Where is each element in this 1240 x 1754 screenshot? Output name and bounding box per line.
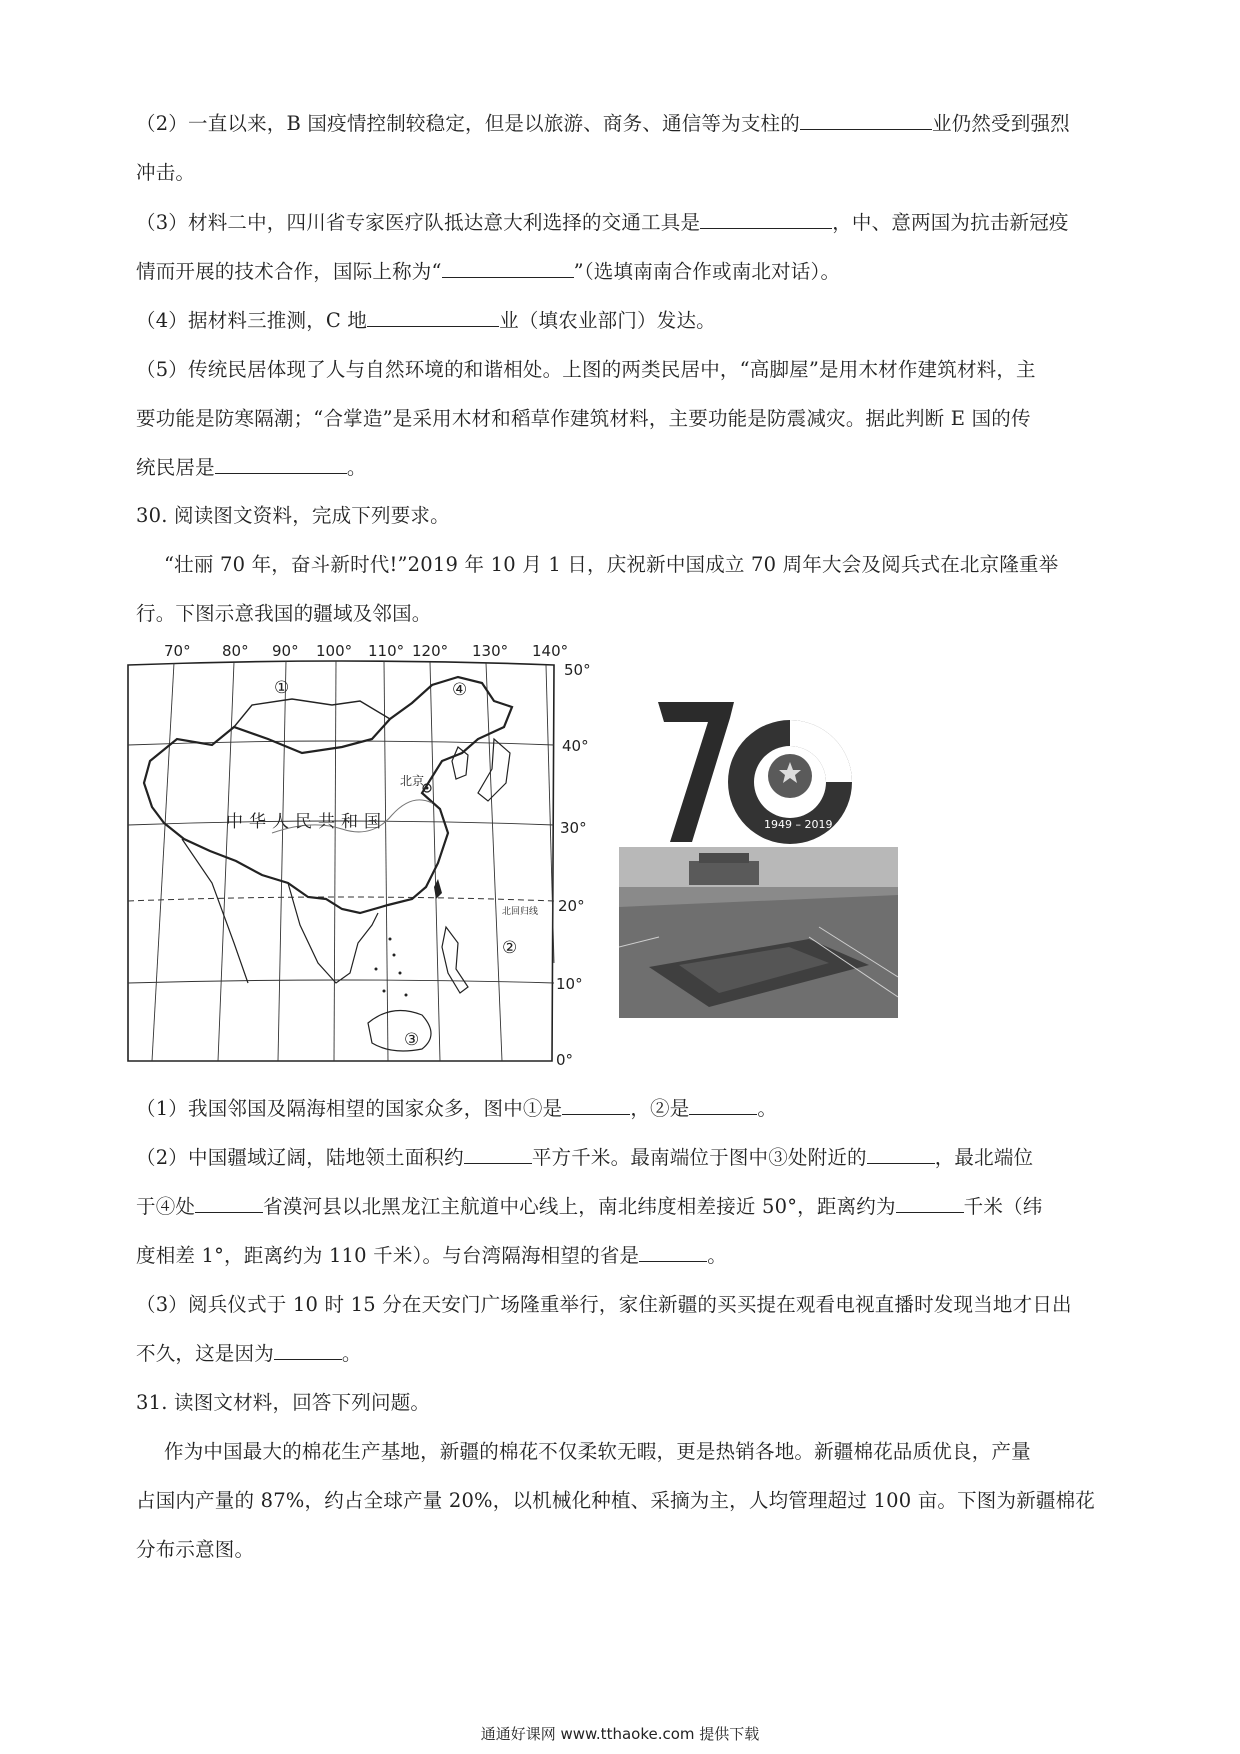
latitude-labels xyxy=(556,661,591,1069)
tiananmen-gate-shape xyxy=(689,861,759,885)
lon-label-120: 120° xyxy=(412,643,449,660)
answer-blank[interactable] xyxy=(867,1145,935,1164)
lon-label-130: 130° xyxy=(472,643,509,660)
india-outline xyxy=(182,839,248,983)
q30-intro-line2: 行。下图示意我国的疆域及邻国。 xyxy=(136,602,432,625)
answer-blank[interactable] xyxy=(639,1243,707,1262)
anniversary-70-logo xyxy=(652,692,862,852)
china-label: 中华人民共和国 xyxy=(226,812,387,832)
q31-para-line1: 作为中国最大的棉花生产基地，新疆的棉花不仅柔软无暇，更是热销各地。新疆棉花品质优良，产量 xyxy=(164,1440,1031,1463)
parade-photo xyxy=(619,847,898,1018)
lon-label-70: 70° xyxy=(164,643,191,660)
q29-part4: （4）据材料三推测，C 地 业（填农业部门）发达。 xyxy=(136,309,716,332)
mongolia-border xyxy=(234,699,390,727)
q29-part3-line1: （3）材料二中，四川省专家医疗队抵达意大利选择的交通工具是 ，中、意两国为抗击新冠疫 xyxy=(136,211,1069,234)
korea-outline xyxy=(452,747,468,779)
borneo-outline xyxy=(368,1011,431,1052)
marker-1: ① xyxy=(274,678,290,698)
lon-label-80: 80° xyxy=(222,643,249,660)
philippines-outline xyxy=(442,927,468,993)
tropic-label: 北回归线 xyxy=(502,907,539,917)
answer-blank[interactable] xyxy=(215,455,347,474)
q29-part3-line2: 情而开展的技术合作，国际上称为“ ”（选填南南合作或南北对话）。 xyxy=(136,260,841,283)
china-outline xyxy=(144,677,512,913)
japan-outline xyxy=(478,739,510,801)
q31-title: 31. 读图文材料，回答下列问题。 xyxy=(136,1391,431,1414)
answer-blank[interactable] xyxy=(700,210,832,229)
q29-part2-line2: 冲击。 xyxy=(136,161,196,184)
longitude-labels xyxy=(164,643,568,660)
answer-blank[interactable] xyxy=(562,1096,630,1115)
lon-label-90: 90° xyxy=(272,643,299,660)
logo-years: 1949 – 2019 xyxy=(764,818,833,831)
q31-para-line3: 分布示意图。 xyxy=(136,1538,255,1561)
q30-part2-line2: 于④处 省漠河县以北黑龙江主航道中心线上，南北纬度相差接近 50°，距离约为 千米（纬 xyxy=(136,1195,1043,1218)
answer-blank[interactable] xyxy=(274,1341,342,1360)
lon-label-140: 140° xyxy=(532,643,569,660)
q30-part3-line1: （3）阅兵仪式于 10 时 15 分在天安门广场隆重举行，家住新疆的买买提在观看电视直播时发现当地才日出 xyxy=(136,1293,1072,1316)
answer-blank[interactable] xyxy=(464,1145,532,1164)
marker-2: ② xyxy=(502,938,518,958)
q30-part1: （1）我国邻国及隔海相望的国家众多，图中①是 ，②是 。 xyxy=(136,1097,778,1120)
beijing-label: 北京 xyxy=(400,774,425,788)
answer-blank[interactable] xyxy=(800,111,932,130)
lat-label-0: 0° xyxy=(556,1051,574,1069)
q30-title: 30. 阅读图文资料，完成下列要求。 xyxy=(136,504,450,527)
q30-intro-line1: “壮丽 70 年，奋斗新时代!”2019 年 10 月 1 日，庆祝新中国成立 70 周年大会及阅兵式在北京隆重举 xyxy=(164,553,1059,576)
china-territory-map xyxy=(122,643,592,1069)
lat-label-30: 30° xyxy=(560,819,587,837)
answer-blank[interactable] xyxy=(689,1096,757,1115)
lon-label-110: 110° xyxy=(368,643,405,660)
graticule xyxy=(128,661,554,1061)
lat-label-20: 20° xyxy=(558,897,585,915)
south-china-sea-islands xyxy=(375,938,408,997)
q30-part2-line3: 度相差 1°，距离约为 110 千米）。与台湾隔海相望的省是 。 xyxy=(136,1244,727,1267)
map-frame xyxy=(128,661,554,1061)
q30-part2-line1: （2）中国疆域辽阔，陆地领土面积约 平方千米。最南端位于图中③处附近的 ，最北端位 xyxy=(136,1146,1034,1169)
q30-part3-line2: 不久，这是因为 。 xyxy=(136,1342,362,1365)
lat-label-50: 50° xyxy=(564,661,591,679)
marker-3: ③ xyxy=(404,1030,420,1050)
answer-blank[interactable] xyxy=(195,1194,263,1213)
page-footer: 通通好课网 www.tthaoke.com 提供下载 xyxy=(480,1725,760,1743)
answer-blank[interactable] xyxy=(442,259,574,278)
q29-part5-line1: （5）传统民居体现了人与自然环境的和谐相处。上图的两类民居中，“高脚屋”是用木材作建筑材料，主 xyxy=(136,358,1036,381)
lat-label-40: 40° xyxy=(562,737,589,755)
indochina-outline xyxy=(288,883,378,983)
answer-blank[interactable] xyxy=(896,1194,964,1213)
lat-label-10: 10° xyxy=(556,975,583,993)
answer-blank[interactable] xyxy=(367,308,499,327)
tropic-line xyxy=(128,897,554,901)
q29-part5-line2: 要功能是防寒隔潮；“合掌造”是采用木材和稻草作建筑材料，主要功能是防震减灾。据此判断 E 国的传 xyxy=(136,407,1031,430)
logo-seven xyxy=(658,702,734,842)
q29-part2-line1: （2）一直以来，B 国疫情控制较稳定，但是以旅游、商务、通信等为支柱的 业仍然受到强烈 xyxy=(136,112,1070,135)
marker-4: ④ xyxy=(452,680,468,700)
lon-label-100: 100° xyxy=(316,643,353,660)
q31-para-line2: 占国内产量的 87%，约占全球产量 20%，以机械化种植、采摘为主，人均管理超过 100 亩。下图为新疆棉花 xyxy=(136,1489,1095,1512)
q29-part5-line3: 统民居是 。 xyxy=(136,456,367,479)
